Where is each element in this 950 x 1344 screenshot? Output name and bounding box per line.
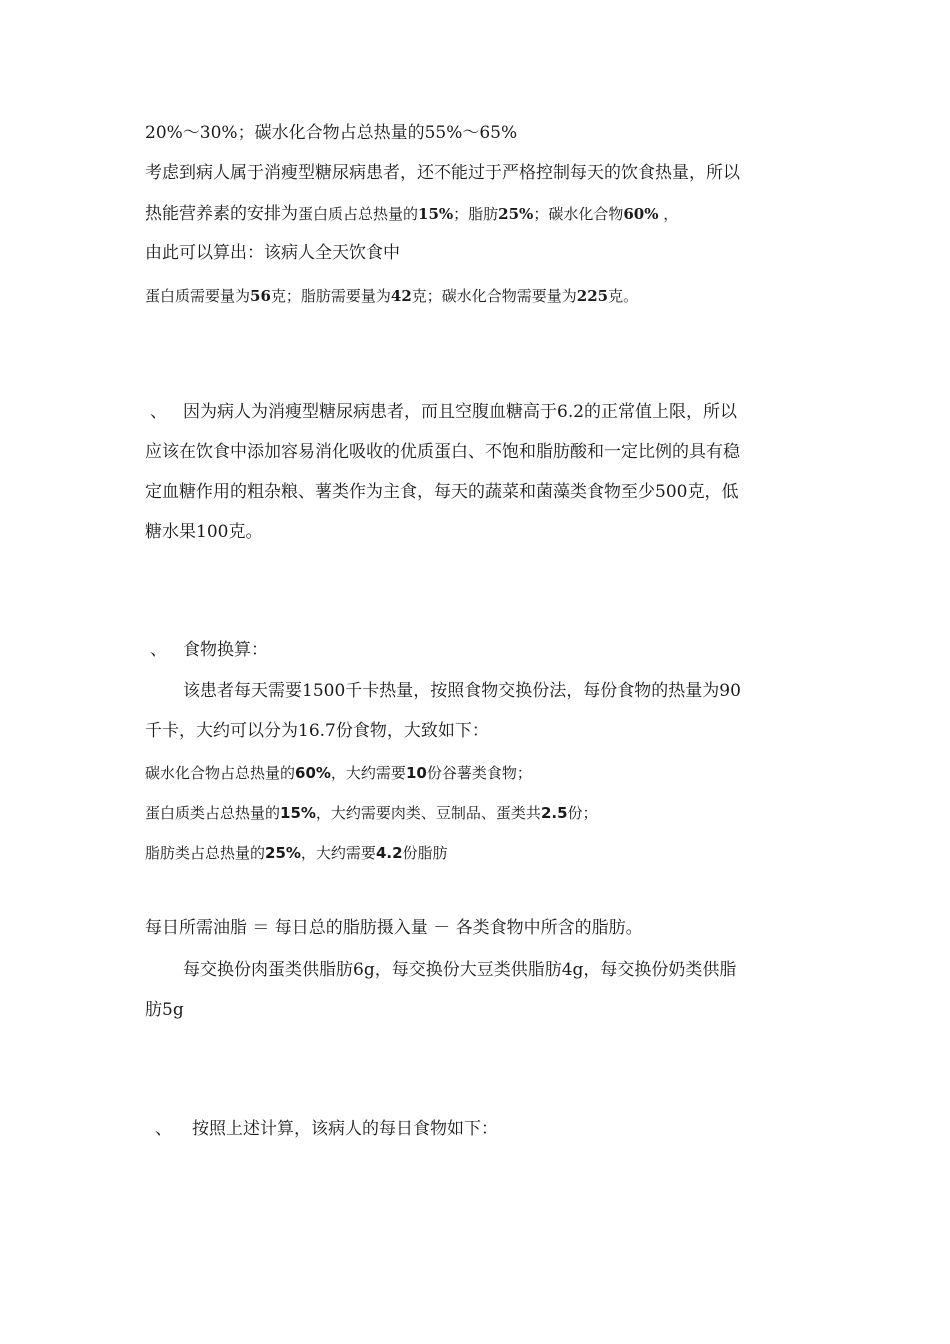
text-line: 20%～30%；碳水化合物占总热量的55%～65% (145, 123, 518, 143)
list-bullet: 、 (155, 1119, 172, 1139)
text-line: 千卡，大约可以分为16.7份食物，大致如下： (145, 721, 489, 741)
text-line: 脂肪类占总热量的25%，大约需要4.2份脂肪 (145, 844, 448, 862)
text-line: 由此可以算出：该病人全天饮食中 (145, 243, 400, 263)
text-line: 考虑到病人属于消瘦型糖尿病患者，还不能过于严格控制每天的饮食热量，所以 (145, 163, 740, 183)
text-line: 蛋白质需要量为56克；脂肪需要量为42克；碳水化合物需要量为225克。 (145, 287, 639, 305)
text-line: 该患者每天需要1500千卡热量，按照食物交换份法，每份食物的热量为90 (183, 681, 741, 701)
text-line: 糖水果100克。 (145, 522, 263, 542)
list-bullet: 、 (150, 402, 167, 422)
text-line: 应该在饮食中添加容易消化吸收的优质蛋白、不饱和脂肪酸和一定比例的具有稳 (145, 442, 740, 462)
text-line: 因为病人为消瘦型糖尿病患者，而且空腹血糖高于6.2的正常值上限，所以 (183, 402, 738, 422)
text-line: 定血糖作用的粗杂粮、薯类作为主食，每天的蔬菜和菌藻类食物至少500克，低 (145, 482, 739, 502)
text-line: 热能营养素的安排为蛋白质占总热量的15%；脂肪25%；碳水化合物60% ， (145, 204, 679, 224)
text-line: 蛋白质类占总热量的15%，大约需要肉类、豆制品、蛋类共2.5份； (145, 804, 598, 822)
text-line: 每交换份肉蛋类供脂肪6g，每交换份大豆类供脂肪4g，每交换份奶类供脂 (183, 960, 737, 980)
text-line: 肪5g (145, 1000, 184, 1020)
text-line: 按照上述计算，该病人的每日食物如下： (192, 1119, 498, 1139)
text-line: 碳水化合物占总热量的60%，大约需要10份谷薯类食物； (145, 764, 532, 782)
text-line: 每日所需油脂 ＝ 每日总的脂肪摄入量 － 各类食物中所含的脂肪。 (145, 918, 643, 938)
list-bullet: 、 (150, 640, 167, 660)
section-heading: 食物换算： (183, 640, 268, 660)
